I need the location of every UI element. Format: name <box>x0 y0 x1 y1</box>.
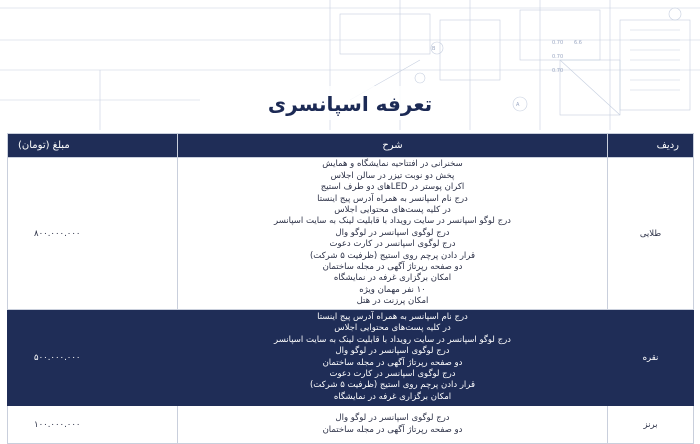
table-header-row <box>8 134 694 158</box>
list-item: دو صفحه رپرتاژ آگهی در مجله ساختمان <box>322 262 463 273</box>
table-row-gold <box>8 158 694 310</box>
list-item: ۱۰ نفر مهمان ویژه <box>359 284 426 295</box>
rank-cell: برنز <box>608 406 694 444</box>
list-item: امکان پرزنت در هتل <box>356 296 429 307</box>
header-description: شرح <box>178 134 608 158</box>
list-item: درج لوگوی اسپانسر در لوگو وال <box>335 227 450 238</box>
table-row-silver <box>8 310 694 406</box>
list-item: قرار دادن پرچم روی استیج (ظرفیت ۵ شرکت) <box>309 250 476 261</box>
list-item: امکان برگزاری غرفه در نمایشگاه <box>333 273 452 284</box>
list-item: در کلیه پست‌های محتوایی اجلاس <box>334 323 451 334</box>
svg-text:0.70: 0.70 <box>552 54 564 60</box>
description-cell <box>178 406 608 444</box>
list-item: در کلیه پست‌های محتوایی اجلاس <box>334 204 451 215</box>
table-row-bronze <box>8 406 694 444</box>
list-item: درج لوگوی اسپانسر در لوگو وال <box>335 346 450 357</box>
svg-text:0.70: 0.70 <box>552 40 564 46</box>
list-item: پخش دو نوبت تیزر در سالن اجلاس <box>330 170 455 181</box>
header-rank: ردیف <box>608 134 694 158</box>
rank-cell: نقره <box>608 310 694 406</box>
svg-text:0.70: 0.70 <box>552 68 564 74</box>
description-cell <box>178 158 608 310</box>
list-item: درج لوگوی اسپانسر در کارت دعوت <box>329 239 456 250</box>
list-item: امکان برگزاری غرفه در نمایشگاه <box>333 391 452 402</box>
amount-cell: ۱۰۰.۰۰۰.۰۰۰ <box>8 406 178 444</box>
description-list <box>178 413 607 436</box>
description-list <box>178 159 607 307</box>
list-item: درج لوگوی اسپانسر در لوگو وال <box>335 413 450 424</box>
list-item: درج نام اسپانسر به همراه آدرس پیج اینستا <box>317 193 468 204</box>
description-list <box>178 312 607 403</box>
amount-cell: ۵۰۰.۰۰۰.۰۰۰ <box>8 310 178 406</box>
svg-text:6.6: 6.6 <box>574 40 582 46</box>
list-item: سخنرانی در افتتاحیه نمایشگاه و همایش <box>322 159 463 170</box>
list-item: درج لوگو اسپانسر در سایت رویداد با قابلیت لینک به سایت اسپانسر <box>274 216 511 227</box>
amount-cell: ۸۰۰.۰۰۰.۰۰۰ <box>8 158 178 310</box>
header-amount: مبلغ (تومان) <box>8 134 178 158</box>
list-item: درج لوگوی اسپانسر در کارت دعوت <box>329 368 456 379</box>
page-title: تعرفه اسپانسری <box>267 92 433 116</box>
rank-cell: طلایی <box>608 158 694 310</box>
list-item: دو صفحه رپرتاژ آگهی در مجله ساختمان <box>322 357 463 368</box>
svg-text:A: A <box>516 102 520 108</box>
list-item: دو صفحه رپرتاژ آگهی در مجله ساختمان <box>322 424 463 435</box>
svg-text:B: B <box>432 46 436 52</box>
list-item: اکران پوستر در LEDهای دو طرف استیج <box>320 182 465 193</box>
list-item: درج نام اسپانسر به همراه آدرس پیج اینستا <box>317 311 468 322</box>
list-item: قرار دادن پرچم روی استیج (ظرفیت ۵ شرکت) <box>309 380 476 391</box>
sponsorship-tariff-table <box>7 133 694 444</box>
list-item: درج لوگو اسپانسر در سایت رویداد با قابلیت لینک به سایت اسپانسر <box>274 334 511 345</box>
description-cell <box>178 310 608 406</box>
